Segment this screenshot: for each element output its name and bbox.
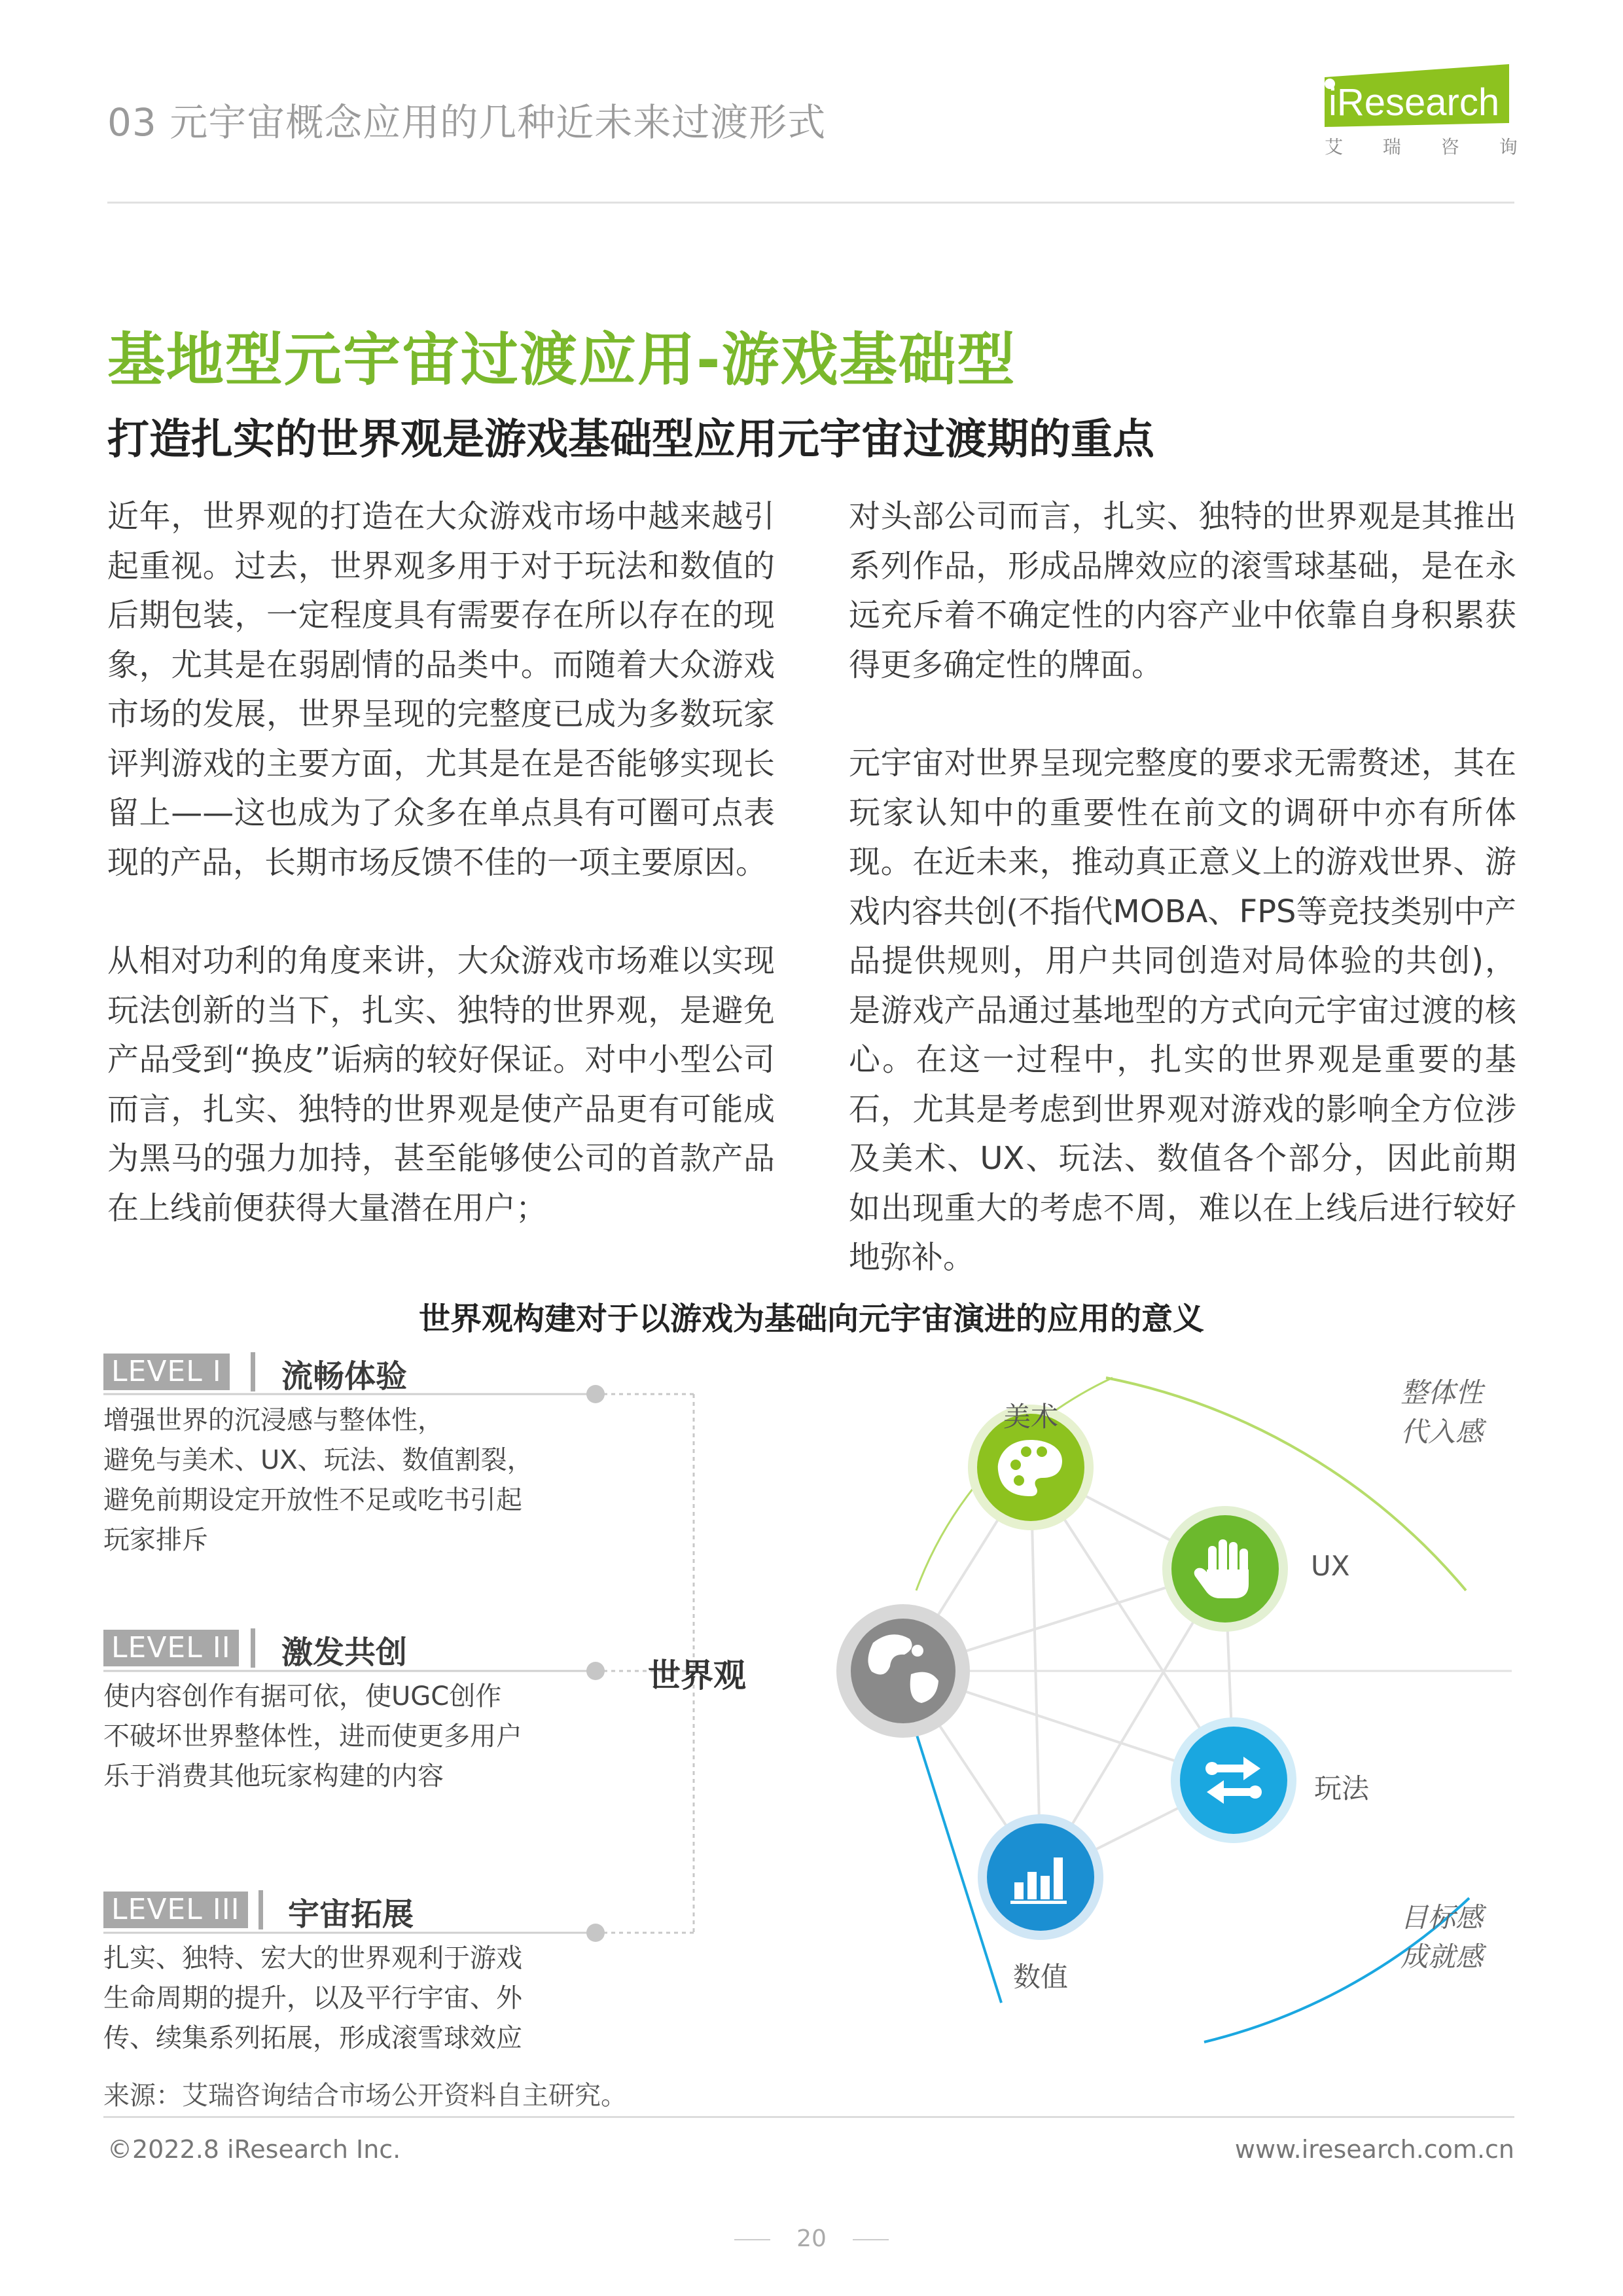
bar-chart-icon <box>978 1814 1103 1940</box>
page-title: 基地型元宇宙过渡应用-游戏基础型 <box>107 326 1016 393</box>
body-right-column <box>849 492 1516 1283</box>
logo-subtitle: 艾 瑞 咨 询 <box>1325 136 1535 158</box>
section-label: 03 元宇宙概念应用的几种近未来过渡形式 <box>107 100 827 145</box>
level-name: 流畅体验 <box>281 1358 408 1395</box>
page-subtitle: 打造扎实的世界观是游戏基础型应用元宇宙过渡期的重点 <box>107 416 1154 464</box>
diagram-title: 世界观构建对于以游戏为基础向元宇宙演进的应用的意义 <box>418 1300 1204 1337</box>
node-label-ux: UX <box>1311 1550 1350 1582</box>
corner-label-bottom: 目标感 成就感 <box>1400 1901 1484 1973</box>
level-description: 增强世界的沉浸感与整体性， 避免与美术、UX、玩法、数值割裂， 避免前期设定开放性不足或吃书引起 玩家排斥 <box>103 1405 533 1555</box>
level-tag: LEVEL III <box>103 1892 248 1928</box>
level-description: 使内容创作有据可依，使UGC创作 不破坏世界整体性，进而使更多用户 乐于消费其他玩家构建的内容 <box>103 1681 522 1791</box>
body-paragraph: 对头部公司而言，扎实、独特的世界观是其推出系列作品，形成品牌效应的滚雪球基础，是在永远充斥着不确定性的内容产业中依靠自身积累获得更多确定性的牌面。 <box>849 498 1516 683</box>
page-number: 20 <box>0 2225 1623 2252</box>
corner-label-top: 整体性 代入感 <box>1400 1376 1484 1448</box>
node-label-gameplay: 玩法 <box>1314 1772 1370 1804</box>
globe-icon <box>836 1604 970 1738</box>
footer-divider <box>103 2116 1514 2118</box>
level-name: 激发共创 <box>281 1634 408 1671</box>
connector-dot <box>586 1385 605 1403</box>
level-description: 扎实、独特、宏大的世界观利于游戏 生命周期的提升，以及平行宇宙、外 传、续集系列拓展，形成滚雪球效应 <box>103 1943 522 2053</box>
source-note: 来源：艾瑞咨询结合市场公开资料自主研究。 <box>103 2081 627 2111</box>
node-label-numeric: 数值 <box>1013 1961 1069 1993</box>
connector-dot <box>586 1662 605 1680</box>
level-tag: LEVEL II <box>103 1630 239 1666</box>
exchange-arrows-icon <box>1171 1717 1296 1843</box>
body-paragraph: 元宇宙对世界呈现完整度的要求无需赘述，其在玩家认知中的重要性在前文的调研中亦有所体现。在近未来，推动真正意义上的游戏世界、游戏内容共创(不指代MOBA、FPS等竞技类别中产品提供规则，用户共同创造对局体验的共创)，是游戏产品通过基地型的方式向元宇宙过渡的核心。在这一过程中，扎实的世界观是重要的基石，尤其是考虑到世界观对游戏的影响全方位涉及美术、UX、玩法、数值各个部分，因此前期如出现重大的考虑不周，难以在上线后进行较好地弥补。 <box>849 745 1516 1276</box>
body-paragraph: 从相对功利的角度来讲，大众游戏市场难以实现玩法创新的当下，扎实、独特的世界观，是避免产品受到“换皮”诟病的较好保证。对中小型公司而言，扎实、独特的世界观是使产品更有可能成为黑马的强力加持，甚至能够使公司的首款产品在上线前便获得大量潜在用户； <box>107 942 775 1227</box>
website-link[interactable]: www.iresearch.com.cn <box>1234 2135 1514 2164</box>
body-left-column <box>107 492 775 1233</box>
level-name: 宇宙拓展 <box>288 1896 414 1933</box>
iresearch-logo <box>1315 63 1535 161</box>
level-separator <box>259 1890 263 1929</box>
hand-icon <box>1162 1506 1288 1632</box>
level-separator <box>251 1628 255 1668</box>
body-paragraph: 近年，世界观的打造在大众游戏市场中越来越引起重视。过去，世界观多用于对于玩法和数值的后期包装，一定程度具有需要存在所以存在的现象，尤其是在弱剧情的品类中。而随着大众游戏市场的发展，世界呈现的完整度已成为多数玩家评判游戏的主要方面，尤其是在是否能够实现长留上——这也成为了众多在单点具有可圈可点表现的产品，长期市场反馈不佳的一项主要原因。 <box>107 498 775 881</box>
connector-dot <box>586 1924 605 1942</box>
level-separator <box>251 1352 255 1391</box>
center-label-worldview: 世界观 <box>648 1657 746 1695</box>
node-label-art: 美术 <box>1003 1401 1059 1433</box>
logo-wordmark: iResearch <box>1329 81 1500 124</box>
level-tag: LEVEL I <box>103 1354 230 1390</box>
logo-icon <box>1315 63 1535 161</box>
copyright: ©2022.8 iResearch Inc. <box>107 2135 401 2164</box>
header-divider <box>107 202 1514 204</box>
